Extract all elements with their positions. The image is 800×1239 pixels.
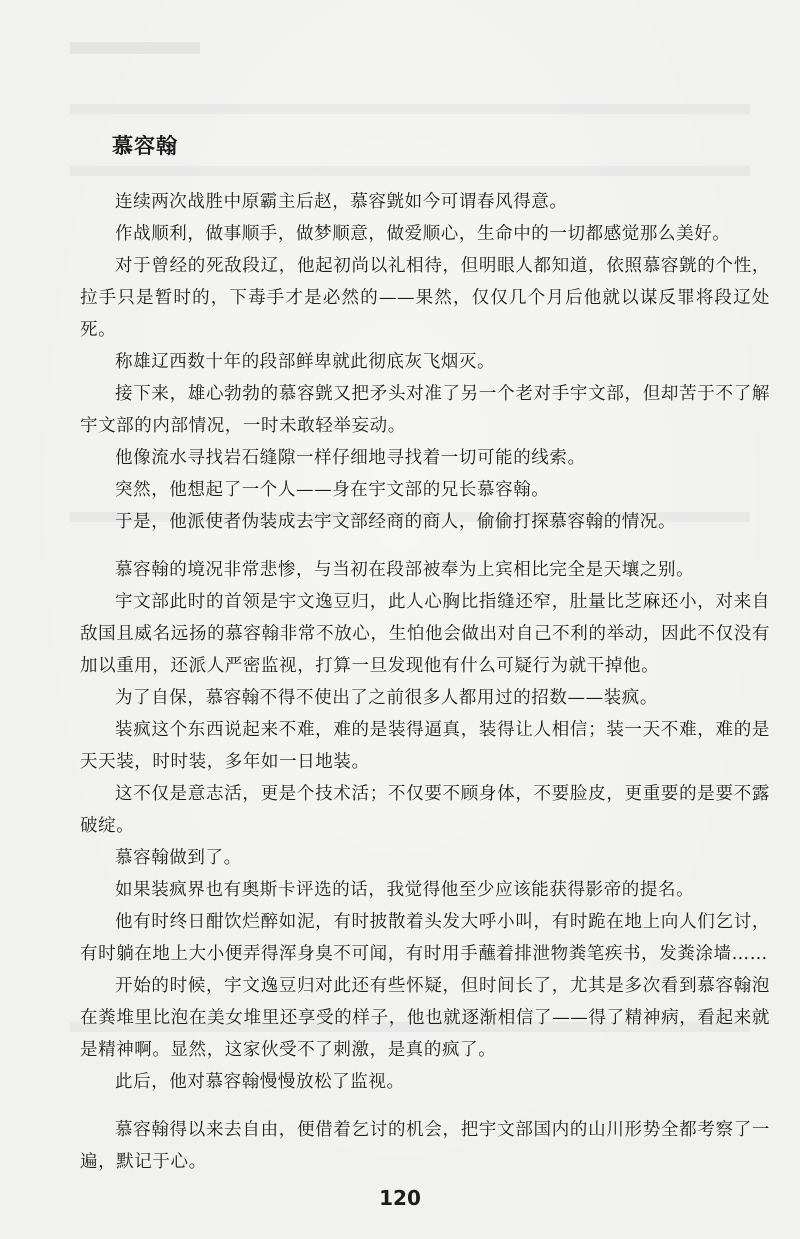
page-body xyxy=(80,186,770,1178)
paragraph: 连续两次战胜中原霸主后赵，慕容皝如今可谓春风得意。 xyxy=(115,192,568,212)
paragraph: 慕容翰做到了。 xyxy=(115,848,242,868)
bleedthrough-line xyxy=(70,104,750,114)
paragraph: 对于曾经的死敌段辽，他起初尚以礼相待，但明眼人都知道，依照慕容皝的个性，拉手只是暂时的，下毒手才是必然的——果然，仅仅几个月后他就以谋反罪将段辽处死。 xyxy=(80,256,770,340)
paragraph: 如果装疯界也有奥斯卡评选的话，我觉得他至少应该能获得影帝的提名。 xyxy=(115,880,695,900)
paragraph: 慕容翰得以来去自由，便借着乞讨的机会，把宇文部国内的山川形势全都考察了一遍，默记于心。 xyxy=(80,1120,770,1172)
paragraph: 作战顺利，做事顺手，做梦顺意，做爱顺心，生命中的一切都感觉那么美好。 xyxy=(115,224,731,244)
running-header-bleedthrough xyxy=(70,42,200,54)
paragraph: 为了自保，慕容翰不得不使出了之前很多人都用过的招数——装疯。 xyxy=(115,688,658,708)
paragraph: 于是，他派使者伪装成去宇文部经商的商人，偷偷打探慕容翰的情况。 xyxy=(115,512,677,532)
paragraph: 这不仅是意志活，更是个技术活；不仅要不顾身体，不要脸皮，更重要的是要不露破绽。 xyxy=(80,784,770,836)
paragraph: 开始的时候，宇文逸豆归对此还有些怀疑，但时间长了，尤其是多次看到慕容翰泡在粪堆里比泡在美女堆里还享受的样子，他也就逐渐相信了——得了精神病，看起来就是精神啊。显然，这家伙受不了刺激，是真的疯了。 xyxy=(80,976,770,1060)
paragraph: 此后，他对慕容翰慢慢放松了监视。 xyxy=(115,1072,405,1092)
paragraph: 宇文部此时的首领是宇文逸豆归，此人心胸比指缝还窄，肚量比芝麻还小，对来自敌国且威名远扬的慕容翰非常不放心，生怕他会做出对自己不利的举动，因此不仅没有加以重用，还派人严密监视，打算一旦发现他有什么可疑行为就干掉他。 xyxy=(80,592,770,676)
paragraph: 他有时终日酣饮烂醉如泥，有时披散着头发大呼小叫，有时跪在地上向人们乞讨，有时躺在地上大小便弄得浑身臭不可闻，有时用手蘸着排泄物粪笔疾书，发粪涂墙…… xyxy=(80,912,770,964)
paragraph: 慕容翰的境况非常悲惨，与当初在段部被奉为上宾相比完全是天壤之别。 xyxy=(115,560,695,580)
bleedthrough-line xyxy=(70,166,750,176)
chapter-title: 慕容翰 xyxy=(112,134,178,158)
paragraph: 称雄辽西数十年的段部鲜卑就此彻底灰飞烟灭。 xyxy=(115,352,496,372)
paragraph: 接下来，雄心勃勃的慕容皝又把矛头对准了另一个老对手宇文部，但却苦于不了解宇文部的内部情况，一时未敢轻举妄动。 xyxy=(80,384,770,436)
paragraph: 装疯这个东西说起来不难，难的是装得逼真，装得让人相信；装一天不难，难的是天天装，时时装，多年如一日地装。 xyxy=(80,720,770,772)
paragraph: 他像流水寻找岩石缝隙一样仔细地寻找着一切可能的线索。 xyxy=(115,448,586,468)
page-number: 120 xyxy=(379,1186,421,1210)
paragraph: 突然，他想起了一个人——身在宇文部的兄长慕容翰。 xyxy=(115,480,550,500)
